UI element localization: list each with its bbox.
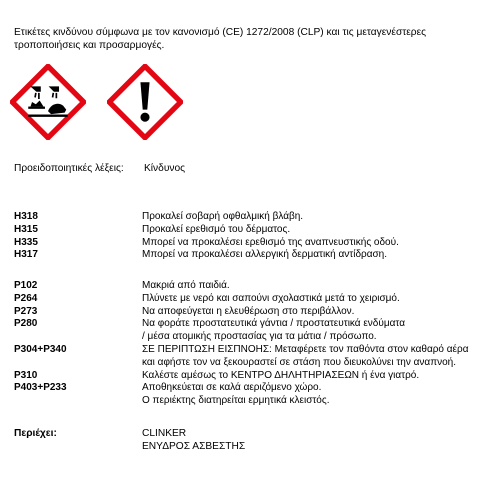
statement-code: P102 (14, 280, 38, 291)
statement-row (14, 344, 484, 357)
statement-code: H317 (14, 249, 38, 261)
statement-text: Πλύνετε με νερό και σαπούνι σχολαστικά μετά το χειρισμό. (142, 292, 400, 304)
statement-row (14, 395, 484, 408)
statement-text: Αποθηκεύεται σε καλά αεριζόμενο χώρο. (142, 382, 322, 394)
statement-text: Καλέστε αμέσως το ΚΕΝΤΡΟ ΔΗΛΗΤΗΡΙΑΣΕΩΝ ή ένα γιατρό. (142, 369, 420, 381)
statement-text: Να φοράτε προστατευτικά γάντια / προστατευτικά ενδύματα (142, 318, 405, 330)
hazard-statements (14, 211, 484, 262)
statement-code: H315 (14, 223, 38, 235)
statement-row (14, 293, 484, 306)
signal-word-label: Προειδοποιητικές λέξεις: (14, 163, 124, 174)
statement-text: Μπορεί να προκαλέσει αλλεργική δερματική αντίδραση. (142, 249, 388, 261)
statement-code: P310 (14, 369, 38, 381)
statement-row (14, 382, 484, 395)
statement-row (14, 370, 484, 383)
statement-code: P403+P233 (14, 382, 67, 394)
statement-text: Να αποφεύγεται η ελευθέρωση στο περιβάλλον. (142, 305, 355, 317)
statement-code: H335 (14, 236, 38, 248)
statement-row (14, 318, 484, 331)
statement-text: Ο περιέκτης διατηρείται ερμητικά κλειστός. (142, 395, 330, 407)
statement-row (14, 211, 484, 224)
statement-row (14, 237, 484, 250)
statement-code: H318 (14, 211, 38, 222)
statement-row (14, 280, 484, 293)
contains-label: Περιέχει: (14, 428, 57, 439)
statement-row (14, 357, 484, 370)
contains-list (142, 428, 245, 454)
contains-item: ΕΝΥΔΡΟΣ ΑΣΒΕΣΤΗΣ (142, 440, 246, 452)
statement-code: P280 (14, 318, 38, 330)
exclamation-icon (107, 64, 183, 140)
statement-code: P264 (14, 292, 38, 304)
contains-item: CLINKER (142, 428, 187, 439)
statement-text: Μακριά από παιδιά. (142, 280, 230, 291)
statement-text: Προκαλεί ερεθισμό του δέρματος. (142, 223, 291, 235)
statement-text: ΣΕ ΠΕΡΙΠΤΩΣΗ ΕΙΣΠΝΟΗΣ: Μεταφέρετε τον παθόντα στον καθαρό αέρα (142, 343, 469, 355)
statement-text: / μέσα ατομικής προστασίας για τα μάτια / πρόσωπο. (142, 331, 377, 343)
statement-text: Προκαλεί σοβαρή οφθαλμική βλάβη. (142, 211, 304, 222)
precautionary-statements (14, 280, 484, 408)
statement-row (14, 331, 484, 344)
statement-row (14, 306, 484, 319)
statement-code: P273 (14, 305, 38, 317)
signal-word-value: Κίνδυνος (144, 163, 186, 174)
statement-text: Μπορεί να προκαλέσει ερεθισμό της αναπνευστικής οδού. (142, 236, 399, 248)
statement-row (14, 224, 484, 237)
statement-text: και αφήστε τον να ξεκουραστεί σε στάση που διευκολύνει την αναπνοή. (142, 356, 456, 368)
corrosion-icon (10, 64, 86, 140)
intro-text: Ετικέτες κινδύνου σύμφωνα με τον κανονισμό (CE) 1272/2008 (CLP) και τις μεταγενέστερες τροποποιήσεις και προσαρμογές. (14, 27, 427, 51)
statement-code: P304+P340 (14, 343, 67, 355)
statement-row (14, 249, 484, 262)
